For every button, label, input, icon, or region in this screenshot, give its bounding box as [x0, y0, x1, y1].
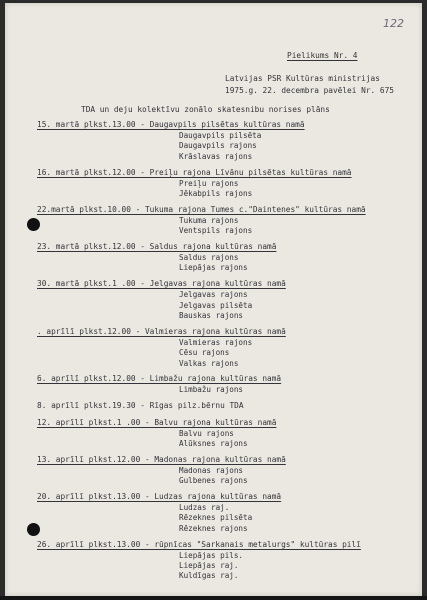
entry-title: . aprīlī plkst.12.00 - Valmieras rajona kultūras namā — [37, 326, 286, 336]
entry-title: 8. aprīlī plkst.19.30 - Rīgas pilz.bērnu TDA — [37, 401, 244, 411]
schedule-entry — [37, 539, 407, 582]
district-item: Valmieras rajons — [179, 337, 253, 347]
district-item: Liepājas pils. — [179, 550, 244, 560]
district-item: Gulbenes rajons — [179, 476, 248, 486]
schedule-entry — [37, 278, 407, 321]
district-item: Kuldīgas raj. — [179, 571, 239, 581]
district-item: Cēsu rajons — [179, 348, 230, 358]
district-item: Valkas rajons — [179, 358, 239, 368]
plan-title: TDA un deju kolektīvu zonālo skatesnibu norises plāns — [81, 105, 330, 114]
schedule-entry — [37, 204, 407, 237]
schedule-entry — [37, 417, 407, 450]
order-label: 1975.g. 22. decembra pavēlei Nr. 675 — [225, 86, 394, 95]
district-item: Limbažu rajons — [179, 385, 244, 395]
entry-title: 12. aprīlī plkst.1 .00 - Balvu rajona kultūras namā — [37, 417, 277, 427]
district-item: Balvu rajons — [179, 428, 234, 438]
schedule-entry — [37, 373, 407, 395]
entry-title: 16. martā plkst.12.00 - Preiļu rajona Līvānu pilsētas kultūras namā — [37, 167, 352, 177]
district-item: Rēzeknes rajons — [179, 523, 248, 533]
bottom-edge — [0, 596, 427, 600]
entry-title: 20. aprīlī plkst.13.00 - Ludzas rajona kultūras namā — [37, 492, 282, 502]
district-item: Jelgavas pilsēta — [179, 300, 253, 310]
schedule-entry — [37, 400, 407, 412]
district-item: Jēkabpils rajons — [179, 189, 253, 199]
district-item: Alūksnes rajons — [179, 439, 248, 449]
district-item: Rēzeknes pilsēta — [179, 513, 253, 523]
document-page — [5, 3, 422, 596]
district-item: Madonas rajons — [179, 465, 244, 475]
schedule-entry — [37, 491, 407, 534]
district-item: Bauskas rajons — [179, 311, 244, 321]
district-item: Daugavpils pilsēta — [179, 131, 262, 140]
district-item: Ventspils rajons — [179, 226, 253, 236]
district-item: Jelgavas rajons — [179, 290, 248, 300]
page-number: 122 — [383, 17, 404, 30]
schedule-entry — [37, 454, 407, 487]
district-item: Ludzas raj. — [179, 503, 230, 513]
district-item: Liepājas rajons — [179, 263, 248, 273]
district-item: Tukuma rajons — [179, 215, 239, 225]
schedule-entry — [37, 119, 407, 162]
appendix-label: Pielikums Nr. 4 — [287, 51, 358, 60]
entry-title: 23. martā plkst.12.00 - Saldus rajona kultūras namā — [37, 242, 277, 252]
entry-title: 30. martā plkst.1 .00 - Jelgavas rajona kultūras namā — [37, 279, 286, 289]
entry-title: 15. martā plkst.13.00 - Daugavpils pilsētas kultūras namā — [37, 120, 305, 129]
schedule-entry — [37, 167, 407, 200]
ministry-label: Latvijas PSR Kultūras ministrijas — [225, 74, 380, 83]
entry-title: 6. aprīlī plkst.12.00 - Limbažu rajona kultūras namā — [37, 374, 282, 384]
district-item: Saldus rajons — [179, 253, 239, 263]
entry-title: 26. aprīlī plkst.13.00 - rūpnīcas "Sarkanais metalurgs" kultūras pilī — [37, 539, 361, 549]
entry-title: 13. aprīlī plkst.12.00 - Madonas rajona kultūras namā — [37, 454, 286, 464]
schedule-entry — [37, 326, 407, 369]
entry-title: 22.martā plkst.10.00 - Tukuma rajona Tumes c."Daintenes" kultūras namā — [37, 204, 366, 214]
district-item: Krāslavas rajons — [179, 151, 253, 161]
schedule-entry — [37, 241, 407, 274]
schedule-list — [37, 119, 407, 586]
district-item: Preiļu rajons — [179, 178, 239, 188]
district-item: Liepājas raj. — [179, 561, 239, 571]
district-item: Daugavpils rajons — [179, 141, 257, 151]
